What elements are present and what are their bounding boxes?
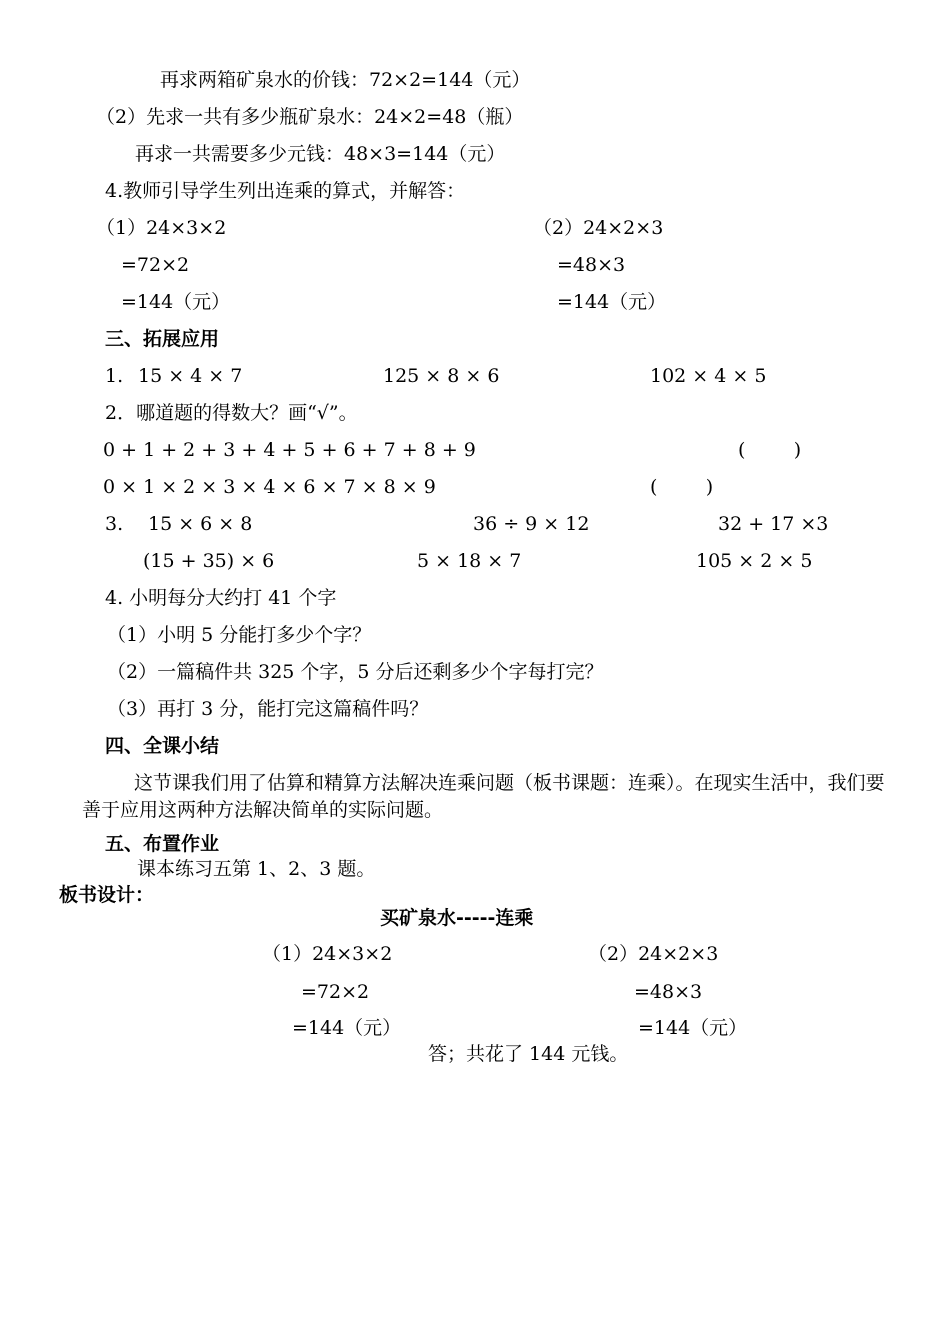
exercise-expression: 102 × 4 × 5 [650, 365, 767, 387]
section-heading: 四、全课小结 [105, 735, 220, 757]
exercise-subquestion: （1）小明 5 分能打多少个字？ [107, 624, 372, 646]
board-equation: =144（元） [638, 1017, 748, 1039]
exercise-expression: 15 × 6 × 8 [148, 513, 253, 535]
equation-line: =48×3 [557, 254, 626, 276]
equation-line: （2）24×2×3 [533, 217, 664, 239]
equation-line: =144（元） [557, 291, 667, 313]
exercise-label: 1. [105, 365, 124, 387]
text-line: 4.教师引导学生列出连乘的算式，并解答： [105, 180, 466, 202]
exercise-expression: 36 ÷ 9 × 12 [473, 513, 590, 535]
exercise-expression: 0 × 1 × 2 × 3 × 4 × 6 × 7 × 8 × 9 [103, 476, 436, 498]
exercise-expression: 105 × 2 × 5 [696, 550, 813, 572]
section-heading: 三、拓展应用 [105, 328, 220, 350]
homework-text: 课本练习五第 1、2、3 题。 [137, 858, 376, 880]
board-equation: =144（元） [292, 1017, 402, 1039]
exercise-subquestion: （2）一篇稿件共 325 个字，5 分后还剩多少个字每打完？ [107, 661, 604, 683]
board-equation: （2）24×2×3 [588, 943, 719, 965]
board-equation: =48×3 [634, 981, 703, 1003]
board-equation: （1）24×3×2 [262, 943, 393, 965]
exercise-question: 4. 小明每分大约打 41 个字 [105, 587, 337, 609]
section-heading: 五、布置作业 [105, 833, 220, 855]
exercise-label: 3. [105, 513, 124, 535]
text-line: （2）先求一共有多少瓶矿泉水：24×2=48（瓶） [96, 106, 524, 128]
section-heading: 板书设计： [59, 884, 155, 906]
board-equation: =72×2 [301, 981, 370, 1003]
exercise-expression: (15 + 35) × 6 [143, 550, 275, 572]
exercise-expression: 15 × 4 × 7 [138, 365, 243, 387]
exercise-question: 2．哪道题的得数大？画“√”。 [105, 402, 358, 424]
board-answer: 答；共花了 144 元钱。 [428, 1043, 629, 1065]
summary-paragraph: 这节课我们用了估算和精算方法解决连乘问题（板书课题：连乘）。在现实生活中，我们要善于应用这两种方法解决简单的实际问题。 [82, 772, 885, 821]
answer-blank: ( ) [650, 476, 714, 498]
exercise-expression: 125 × 8 × 6 [383, 365, 500, 387]
exercise-subquestion: （3）再打 3 分，能打完这篇稿件吗？ [107, 698, 429, 720]
exercise-expression: 0 + 1 + 2 + 3 + 4 + 5 + 6 + 7 + 8 + 9 [103, 439, 476, 461]
answer-blank: ( ) [738, 439, 802, 461]
text-line: 再求一共需要多少元钱：48×3=144（元） [135, 143, 506, 165]
equation-line: （1）24×3×2 [96, 217, 227, 239]
text-line: 再求两箱矿泉水的价钱：72×2=144（元） [160, 69, 531, 91]
equation-line: =144（元） [121, 291, 231, 313]
exercise-expression: 32 + 17 ×3 [718, 513, 829, 535]
board-title: 买矿泉水-----连乘 [380, 907, 534, 929]
equation-line: =72×2 [121, 254, 190, 276]
exercise-expression: 5 × 18 × 7 [417, 550, 522, 572]
